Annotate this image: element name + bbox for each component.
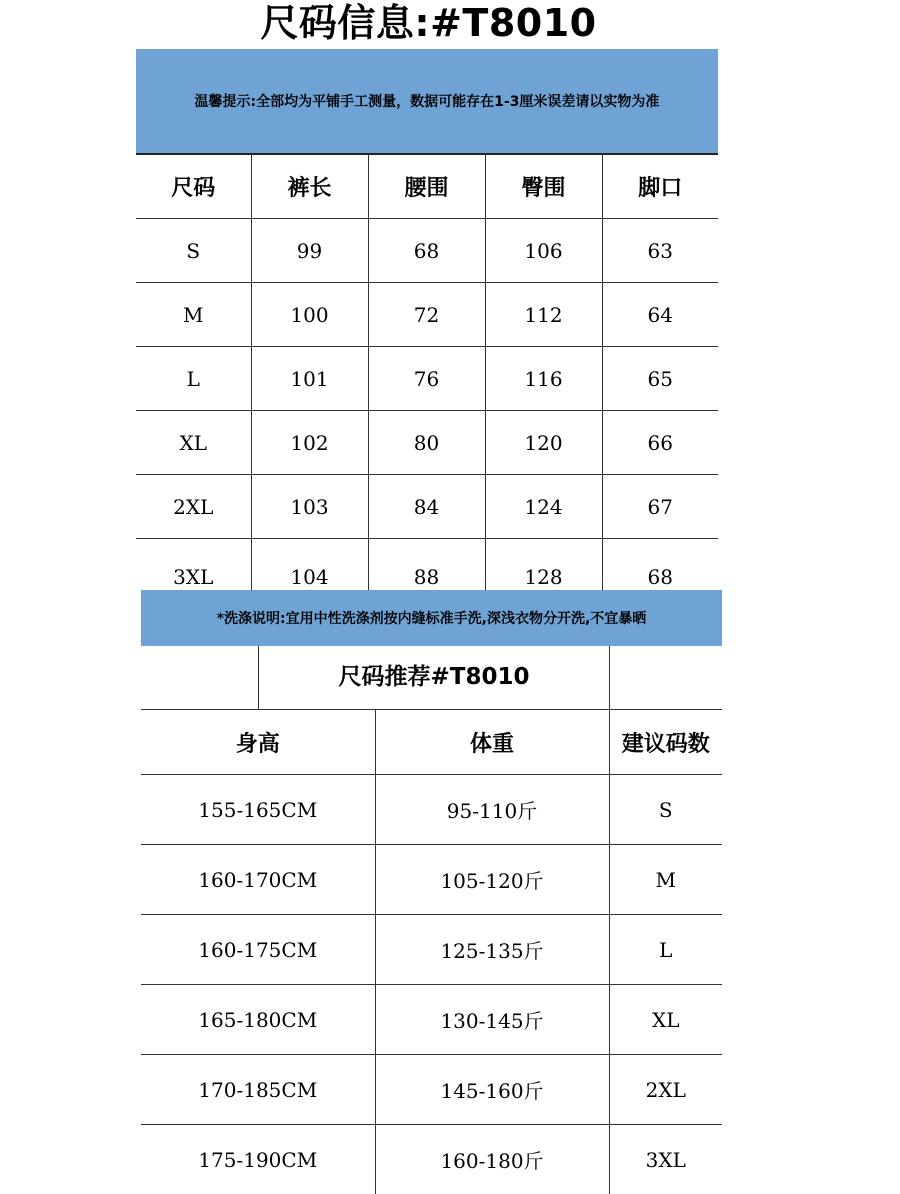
recommendation-title: 尺码推荐#T8010 <box>258 646 610 709</box>
table-row <box>136 347 718 411</box>
table-row <box>141 1125 722 1194</box>
cell-height: 165-180CM <box>141 985 375 1055</box>
cell-height: 160-175CM <box>141 915 375 985</box>
cell-height: 155-165CM <box>141 775 375 845</box>
cell-leg-opening: 68 <box>602 539 718 592</box>
cell-leg-opening: 66 <box>602 411 718 475</box>
header-leg-opening: 脚口 <box>602 155 718 219</box>
header-pants-length: 裤长 <box>251 155 368 219</box>
header-size: 尺码 <box>136 155 251 219</box>
recommendation-header <box>141 646 722 710</box>
cell-weight: 160-180斤 <box>375 1125 609 1194</box>
cell-pants-length: 103 <box>251 475 368 539</box>
table-row <box>141 1055 722 1125</box>
table-row <box>141 845 722 915</box>
cell-size: 3XL <box>136 539 251 592</box>
cell-waist: 80 <box>368 411 485 475</box>
cell-leg-opening: 65 <box>602 347 718 411</box>
cell-weight: 95-110斤 <box>375 775 609 845</box>
cell-weight: 130-145斤 <box>375 985 609 1055</box>
cell-waist: 76 <box>368 347 485 411</box>
cell-waist: 72 <box>368 283 485 347</box>
cell-weight: 145-160斤 <box>375 1055 609 1125</box>
size-chart-table <box>136 155 718 591</box>
cell-suggested-size: L <box>609 915 722 985</box>
table-row <box>136 283 718 347</box>
cell-leg-opening: 64 <box>602 283 718 347</box>
cell-pants-length: 104 <box>251 539 368 592</box>
cell-height: 175-190CM <box>141 1125 375 1194</box>
header-suggested-size: 建议码数 <box>609 710 722 775</box>
table-row <box>141 915 722 985</box>
recommendation-header-row <box>141 710 722 775</box>
measurement-notice-banner: 温馨提示:全部均为平铺手工测量，数据可能存在1-3厘米误差请以实物为准 <box>136 49 718 155</box>
header-weight: 体重 <box>375 710 609 775</box>
cell-waist: 84 <box>368 475 485 539</box>
cell-waist: 88 <box>368 539 485 592</box>
table-row <box>141 985 722 1055</box>
table-row <box>141 775 722 845</box>
cell-weight: 105-120斤 <box>375 845 609 915</box>
cell-height: 160-170CM <box>141 845 375 915</box>
cell-suggested-size: S <box>609 775 722 845</box>
cell-height: 170-185CM <box>141 1055 375 1125</box>
header-waist: 腰围 <box>368 155 485 219</box>
table-row <box>136 219 718 283</box>
cell-waist: 68 <box>368 219 485 283</box>
cell-suggested-size: 2XL <box>609 1055 722 1125</box>
header-height: 身高 <box>141 710 375 775</box>
cell-hip: 112 <box>485 283 602 347</box>
size-recommendation-table <box>141 710 722 1194</box>
cell-size: 2XL <box>136 475 251 539</box>
table-row <box>136 411 718 475</box>
cell-hip: 106 <box>485 219 602 283</box>
cell-weight: 125-135斤 <box>375 915 609 985</box>
cell-hip: 116 <box>485 347 602 411</box>
cell-pants-length: 102 <box>251 411 368 475</box>
cell-hip: 124 <box>485 475 602 539</box>
cell-leg-opening: 63 <box>602 219 718 283</box>
cell-size: S <box>136 219 251 283</box>
cell-pants-length: 101 <box>251 347 368 411</box>
cell-hip: 120 <box>485 411 602 475</box>
wash-instructions-banner: *洗涤说明:宜用中性洗涤剂按内缝标准手洗,深浅衣物分开洗,不宜暴晒 <box>141 590 722 646</box>
table-row <box>136 475 718 539</box>
cell-size: XL <box>136 411 251 475</box>
cell-size: L <box>136 347 251 411</box>
table-row <box>136 539 718 592</box>
cell-pants-length: 100 <box>251 283 368 347</box>
page-title: 尺码信息:#T8010 <box>0 0 857 46</box>
cell-suggested-size: XL <box>609 985 722 1055</box>
size-chart-header-row <box>136 155 718 219</box>
cell-suggested-size: M <box>609 845 722 915</box>
header-hip: 臀围 <box>485 155 602 219</box>
cell-pants-length: 99 <box>251 219 368 283</box>
cell-size: M <box>136 283 251 347</box>
cell-leg-opening: 67 <box>602 475 718 539</box>
cell-suggested-size: 3XL <box>609 1125 722 1194</box>
cell-hip: 128 <box>485 539 602 592</box>
